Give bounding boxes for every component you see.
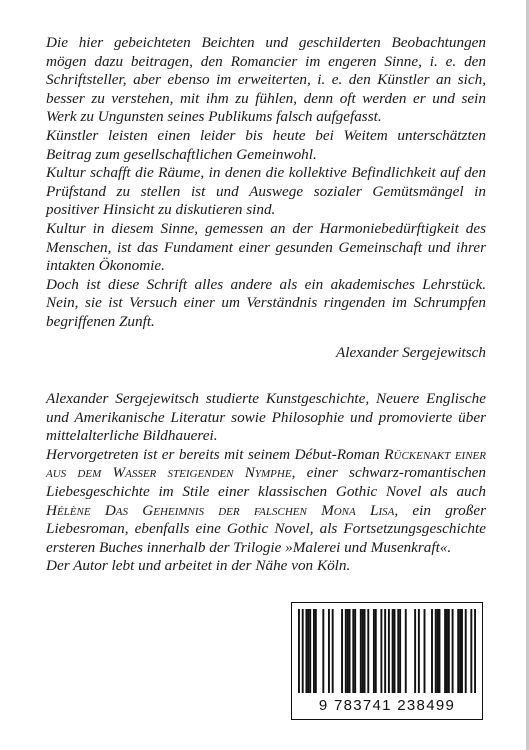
bio-text: , einer schwarz-romantischen Liebesgeschichte im Stile einer klassischen Gothic Novel als auch <box>46 464 487 500</box>
blurb-paragraph: Kultur schafft die Räume, in denen die kollektive Befindlichkeit auf den Prüfstand zu stellen ist und Auswege sozialer Gemütsmängel in positiver Hinsicht zu diskutieren sind. <box>46 164 486 219</box>
barcode-bar <box>360 609 362 693</box>
barcode-bar <box>362 609 364 693</box>
blurb-paragraph: Doch ist diese Schrift alles andere als ein akademisches Lehrstück. Nein, sie ist Versuch einer um Verständnis ringenden im Schrumpfen begriffenen Zunft. <box>46 275 486 330</box>
barcode-bar <box>302 609 304 693</box>
bio-text: , ein großer Liebesroman, ebenfalls eine Gothic Novel, als Fortsetzungsgeschichte ersteren Buches innerhalb der Trilogie »Malerei und Musenkraft«. <box>46 501 486 556</box>
barcode-bar <box>397 609 399 693</box>
barcode-bar <box>375 609 377 693</box>
barcode-bar <box>354 609 356 693</box>
blurb-paragraph: Künstler leisten einen leider bis heute bei Weitem unterschätzten Beitrag zum gesellschaftlichen Gemeinwohl. <box>46 126 486 163</box>
barcode-bar <box>328 609 330 693</box>
barcode-bar <box>399 609 401 693</box>
barcode-bar <box>405 609 407 693</box>
barcode-bar <box>373 609 375 693</box>
barcode-bar <box>349 609 351 693</box>
barcode-bar <box>465 609 467 693</box>
isbn-digits: 9 783741 238499 <box>318 697 456 714</box>
barcode-bar <box>424 609 426 693</box>
bio-paragraph: Der Autor lebt und arbeitet in der Nähe von Köln. <box>46 557 351 575</box>
barcode-bar <box>322 609 324 693</box>
barcode-bar <box>384 609 386 693</box>
barcode-bar <box>431 609 433 693</box>
bio-text: Hervorgetreten ist er bereits mit seinem Début-Roman <box>46 445 385 463</box>
barcode-bar <box>315 609 317 693</box>
book-title: Hélène Das Geheimnis der falschen Mona Lisa <box>46 501 395 519</box>
barcode-bar <box>307 609 309 693</box>
barcode-bar <box>414 609 416 693</box>
barcode-bar <box>305 609 307 693</box>
barcode-bar <box>444 609 446 693</box>
barcode-bar <box>345 609 347 693</box>
book-title: Rückenakt einer aus dem Wasser steigenden Nymphe <box>46 445 486 482</box>
barcode-bar <box>352 609 354 693</box>
barcode-bar <box>459 609 461 693</box>
barcode-bar <box>446 609 448 693</box>
barcode-bar <box>452 609 454 693</box>
bio-paragraph: Alexander Sergejewitsch studierte Kunstgeschichte, Neuere Englische und Amerikanische Literatur sowie Philosophie und promovierte über mittelalterliche Bildhauerei. <box>46 390 486 445</box>
author-signature: Alexander Sergejewitsch <box>336 344 486 361</box>
barcode-bar <box>474 609 476 693</box>
barcode-bar <box>448 609 450 693</box>
barcode-bars <box>298 609 476 693</box>
barcode-bar <box>439 609 441 693</box>
barcode-bar <box>388 609 390 693</box>
blurb-paragraph: Kultur in diesem Sinne, gemessen an der Harmoniebedürftigkeit des Menschen, ist das Fundament einer gesunden Gemeinschaft und ihrer intakten Ökonomie. <box>46 219 486 275</box>
barcode-bar <box>309 609 311 693</box>
barcode-bar <box>435 609 437 693</box>
barcode-bar <box>418 609 420 693</box>
barcode-bar <box>437 609 439 693</box>
barcode-bar <box>332 609 334 693</box>
barcode-bar <box>394 609 396 693</box>
barcode-bar <box>461 609 463 693</box>
barcode-bar <box>367 609 369 693</box>
isbn-barcode <box>291 602 483 720</box>
barcode-bar <box>380 609 382 693</box>
barcode-bar <box>392 609 394 693</box>
barcode-bar <box>457 609 459 693</box>
author-bio <box>46 390 486 576</box>
barcode-bar <box>298 609 300 693</box>
barcode-bar <box>347 609 349 693</box>
barcode-bar <box>470 609 472 693</box>
barcode-bar <box>341 609 343 693</box>
blurb-text <box>46 34 486 332</box>
barcode-bar <box>313 609 315 693</box>
bio-paragraph <box>46 446 486 558</box>
blurb-paragraph: Die hier gebeichteten Beichten und geschilderten Beobachtungen mögen dazu beitragen, den Romancier im engeren Sinne, i. e. den Schriftsteller, aber ebenso im erweiterten, i. e. den Künstler an sich, besser zu verstehen, mit ihm zu fühlen, denn oft werden er und sein Werk zu Ungunsten seines Publikums falsch aufgefasst. <box>46 34 486 126</box>
barcode-bar <box>364 609 366 693</box>
